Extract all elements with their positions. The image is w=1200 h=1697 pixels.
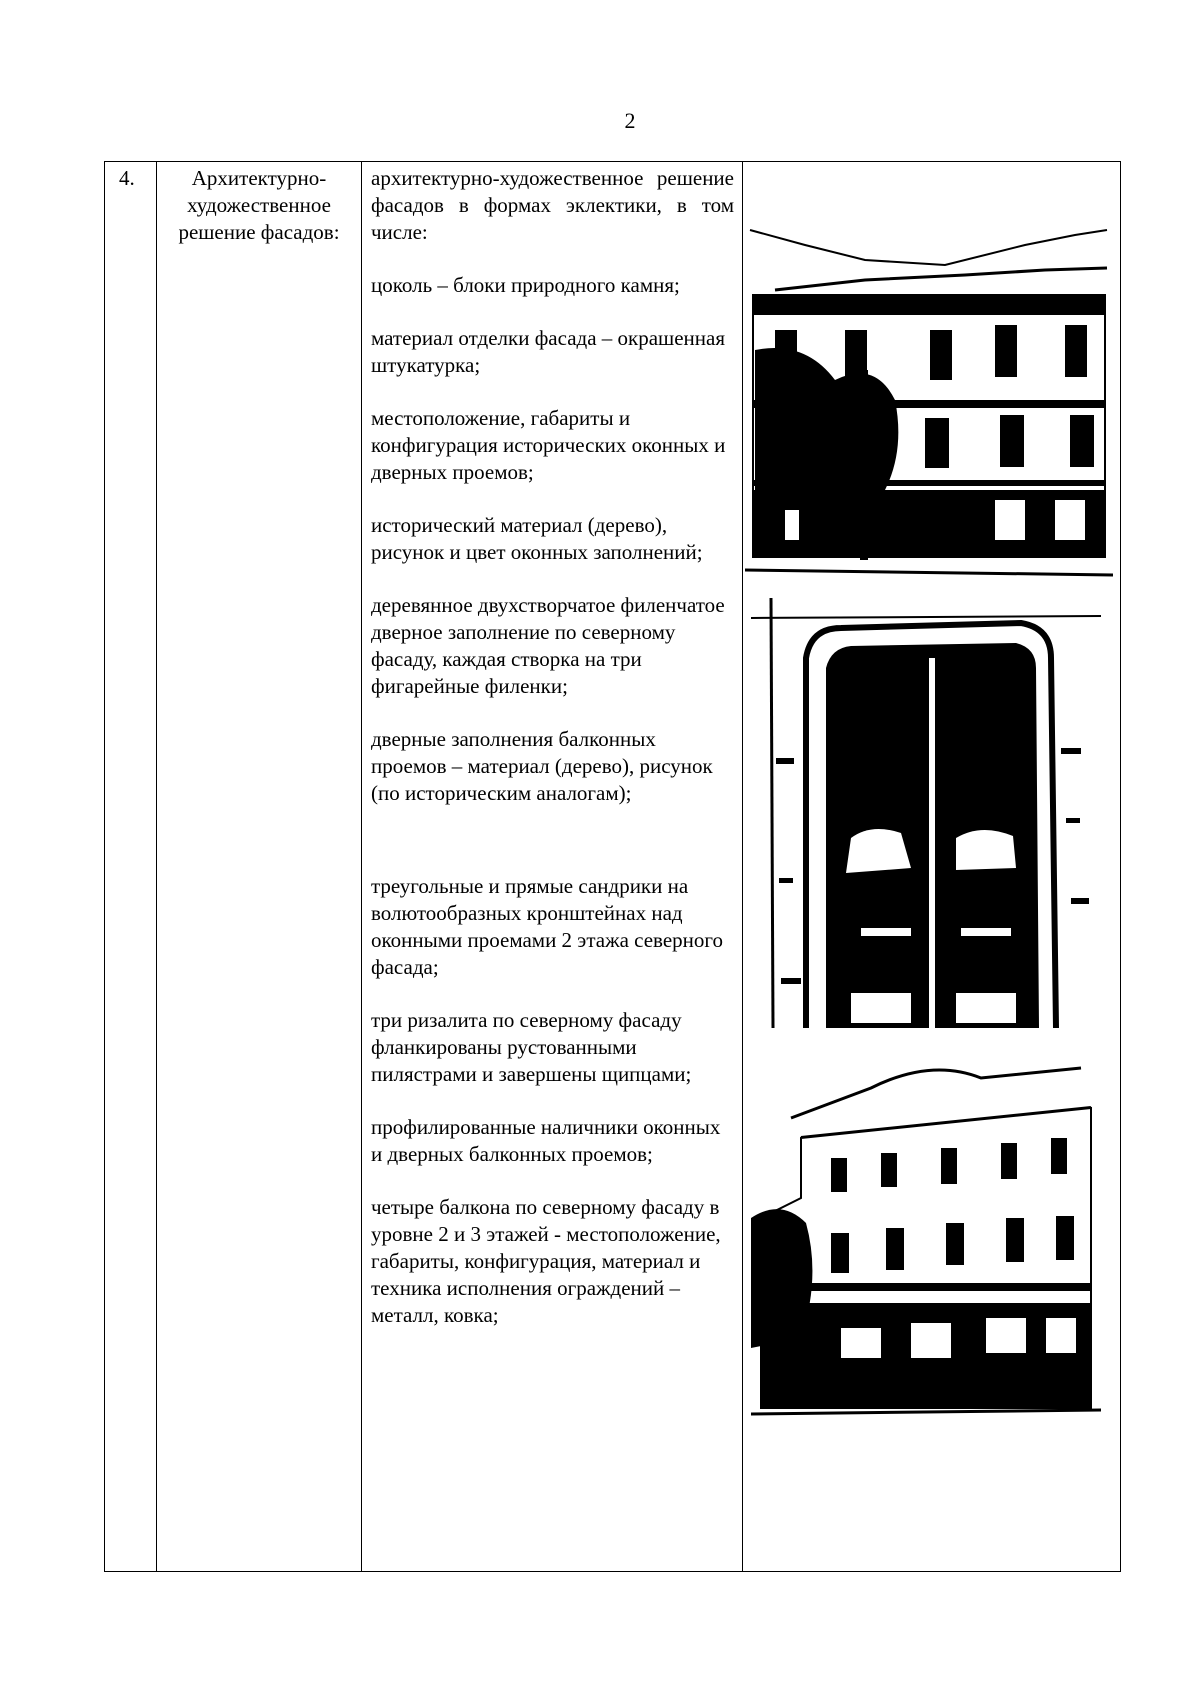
protection-subject-table — [104, 161, 1121, 1572]
row-name-cell — [157, 162, 362, 1572]
page-number: 2 — [624, 108, 636, 133]
row-number-cell — [105, 162, 157, 1572]
row-name-line: Архитектурно- — [191, 166, 327, 190]
row-description-cell — [362, 162, 743, 1572]
row-number: 4. — [119, 166, 135, 190]
row-name — [157, 162, 361, 246]
description-item: исторический материал (дерево), рисунок и цвет оконных заполнений; — [371, 513, 703, 564]
row-photos-cell — [743, 162, 1121, 1572]
description-item: материал отделки фасада – окрашенная штукатурка; — [371, 326, 725, 377]
corner-facade-photo — [751, 1048, 1101, 1420]
description-item: местоположение, габариты и конфигурация исторических оконных и дверных проемов; — [371, 406, 726, 484]
description-item: профилированные наличники оконных и дверных балконных проемов; — [371, 1115, 721, 1166]
description-item: четыре балкона по северному фасаду в уровне 2 и 3 этажей - местоположение, габариты, конфигурация, материал и техника исполнения ограждений – металл, ковка; — [371, 1195, 721, 1327]
description-item: треугольные и прямые сандрики на волютообразных кронштейнах над оконными проемами 2 этажа северного фасада; — [371, 874, 723, 979]
row-name-line: художественное — [187, 193, 331, 217]
description-item: дверные заполнения балконных проемов – материал (дерево), рисунок (по историческим аналогам); — [371, 727, 713, 805]
row-name-line: решение фасадов: — [178, 220, 340, 244]
entrance-door-photo — [751, 598, 1101, 1032]
description-item: цоколь – блоки природного камня; — [371, 273, 680, 297]
building-facade-photo — [745, 190, 1113, 580]
description-item: деревянное двухстворчатое филенчатое дверное заполнение по северному фасаду, каждая створка на три фигарейные филенки; — [371, 593, 725, 698]
table-row — [105, 162, 1121, 1572]
description-intro: архитектурно-художественное решение фасадов в формах эклектики, в том числе: — [371, 166, 734, 244]
description-item: три ризалита по северному фасаду фланкированы рустованными пилястрами и завершены щипцами; — [371, 1008, 692, 1086]
